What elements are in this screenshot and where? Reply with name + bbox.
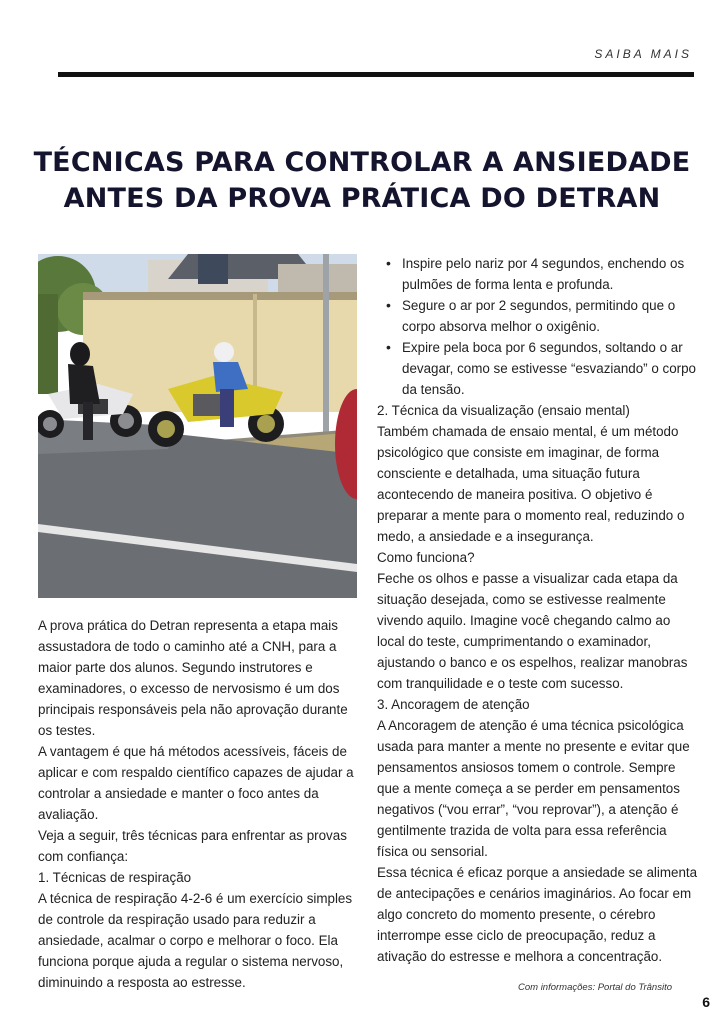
technique-3-description: A Ancoragem de atenção é uma técnica psicológica usada para manter a mente no presente e evitar que pensamentos ansiosos tomem o controle. Sempre que a mente começa a se perder em pensamentos negativos (“vou errar”, “vou reprovar”), a atenção é gentilmente trazida de volta para essa referência física ou sensorial.	[377, 718, 690, 859]
list-item: • Expire pela boca por 6 segundos, soltando o ar devagar, como se estivesse “esvaziando” o corpo da tensão.	[402, 337, 699, 400]
motorcycle-photo	[38, 254, 357, 598]
list-item: • Inspire pelo nariz por 4 segundos, enchendo os pulmões de forma lenta e profunda.	[402, 253, 699, 295]
advantage-paragraph: A vantagem é que há métodos acessíveis, fáceis de aplicar e com respaldo científico capazes de ajudar a controlar a ansiedade e manter o foco antes da avaliação.	[38, 744, 354, 822]
techniques-intro: Veja a seguir, três técnicas para enfrentar as provas com confiança:	[38, 828, 347, 864]
how-it-works-heading: Como funciona?	[377, 550, 475, 565]
header-rule	[58, 72, 694, 77]
breathing-steps-list	[377, 253, 699, 400]
source-credit: Com informações: Portal do Trânsito	[518, 982, 672, 993]
title-line-2: ANTES DA PROVA PRÁTICA DO DETRAN	[63, 183, 661, 214]
intro-paragraph: A prova prática do Detran representa a etapa mais assustadora de todo o caminho até a CNH, para a maior parte dos alunos. Segundo instrutores e examinadores, o excesso de nervosismo é um dos principais responsáveis pela não aprovação durante os testes.	[38, 618, 348, 738]
technique-1-description: A técnica de respiração 4-2-6 é um exercício simples de controle da respiração usado para reduzir a ansiedade, acalmar o corpo e melhorar o foco. Ela funciona porque ajuda a regular o sistema nervoso, diminuindo a resposta ao estresse.	[38, 891, 353, 990]
article-title	[20, 145, 704, 217]
list-item: • Segure o ar por 2 segundos, permitindo que o corpo absorva melhor o oxigênio.	[402, 295, 699, 337]
right-column	[377, 253, 699, 967]
technique-3-heading: 3. Ancoragem de atenção	[377, 697, 530, 712]
how-it-works-description: Feche os olhos e passe a visualizar cada etapa da situação desejada, como se estivesse realmente vivendo aquilo. Imagine você chegando calmo ao local do teste, cumprimentando o examinador, ajustando o banco e os espelhos, realizar manobras com tranquilidade e o teste com sucesso.	[377, 571, 688, 691]
technique-2-description: Também chamada de ensaio mental, é um método psicológico que consiste em imaginar, de forma consciente e detalhada, uma situação futura acontecendo de maneira positiva. O objetivo é preparar a mente para o momento real, reduzindo o medo, a ansiedade e a insegurança.	[377, 424, 685, 544]
section-label: SAIBA MAIS	[594, 47, 692, 61]
title-line-1: TÉCNICAS PARA CONTROLAR A ANSIEDADE	[33, 147, 691, 178]
technique-1-heading: 1. Técnicas de respiração	[38, 870, 192, 885]
left-column	[38, 615, 360, 993]
page-number: 6	[702, 994, 710, 1010]
technique-2-heading: 2. Técnica da visualização (ensaio mental)	[377, 403, 630, 418]
technique-3-conclusion: Essa técnica é eficaz porque a ansiedade se alimenta de antecipações e cenários imaginários. Ao focar em algo concreto do momento presente, o cérebro interrompe esse ciclo de preocupação, reduz a ativação do estresse e melhora a concentração.	[377, 865, 698, 964]
